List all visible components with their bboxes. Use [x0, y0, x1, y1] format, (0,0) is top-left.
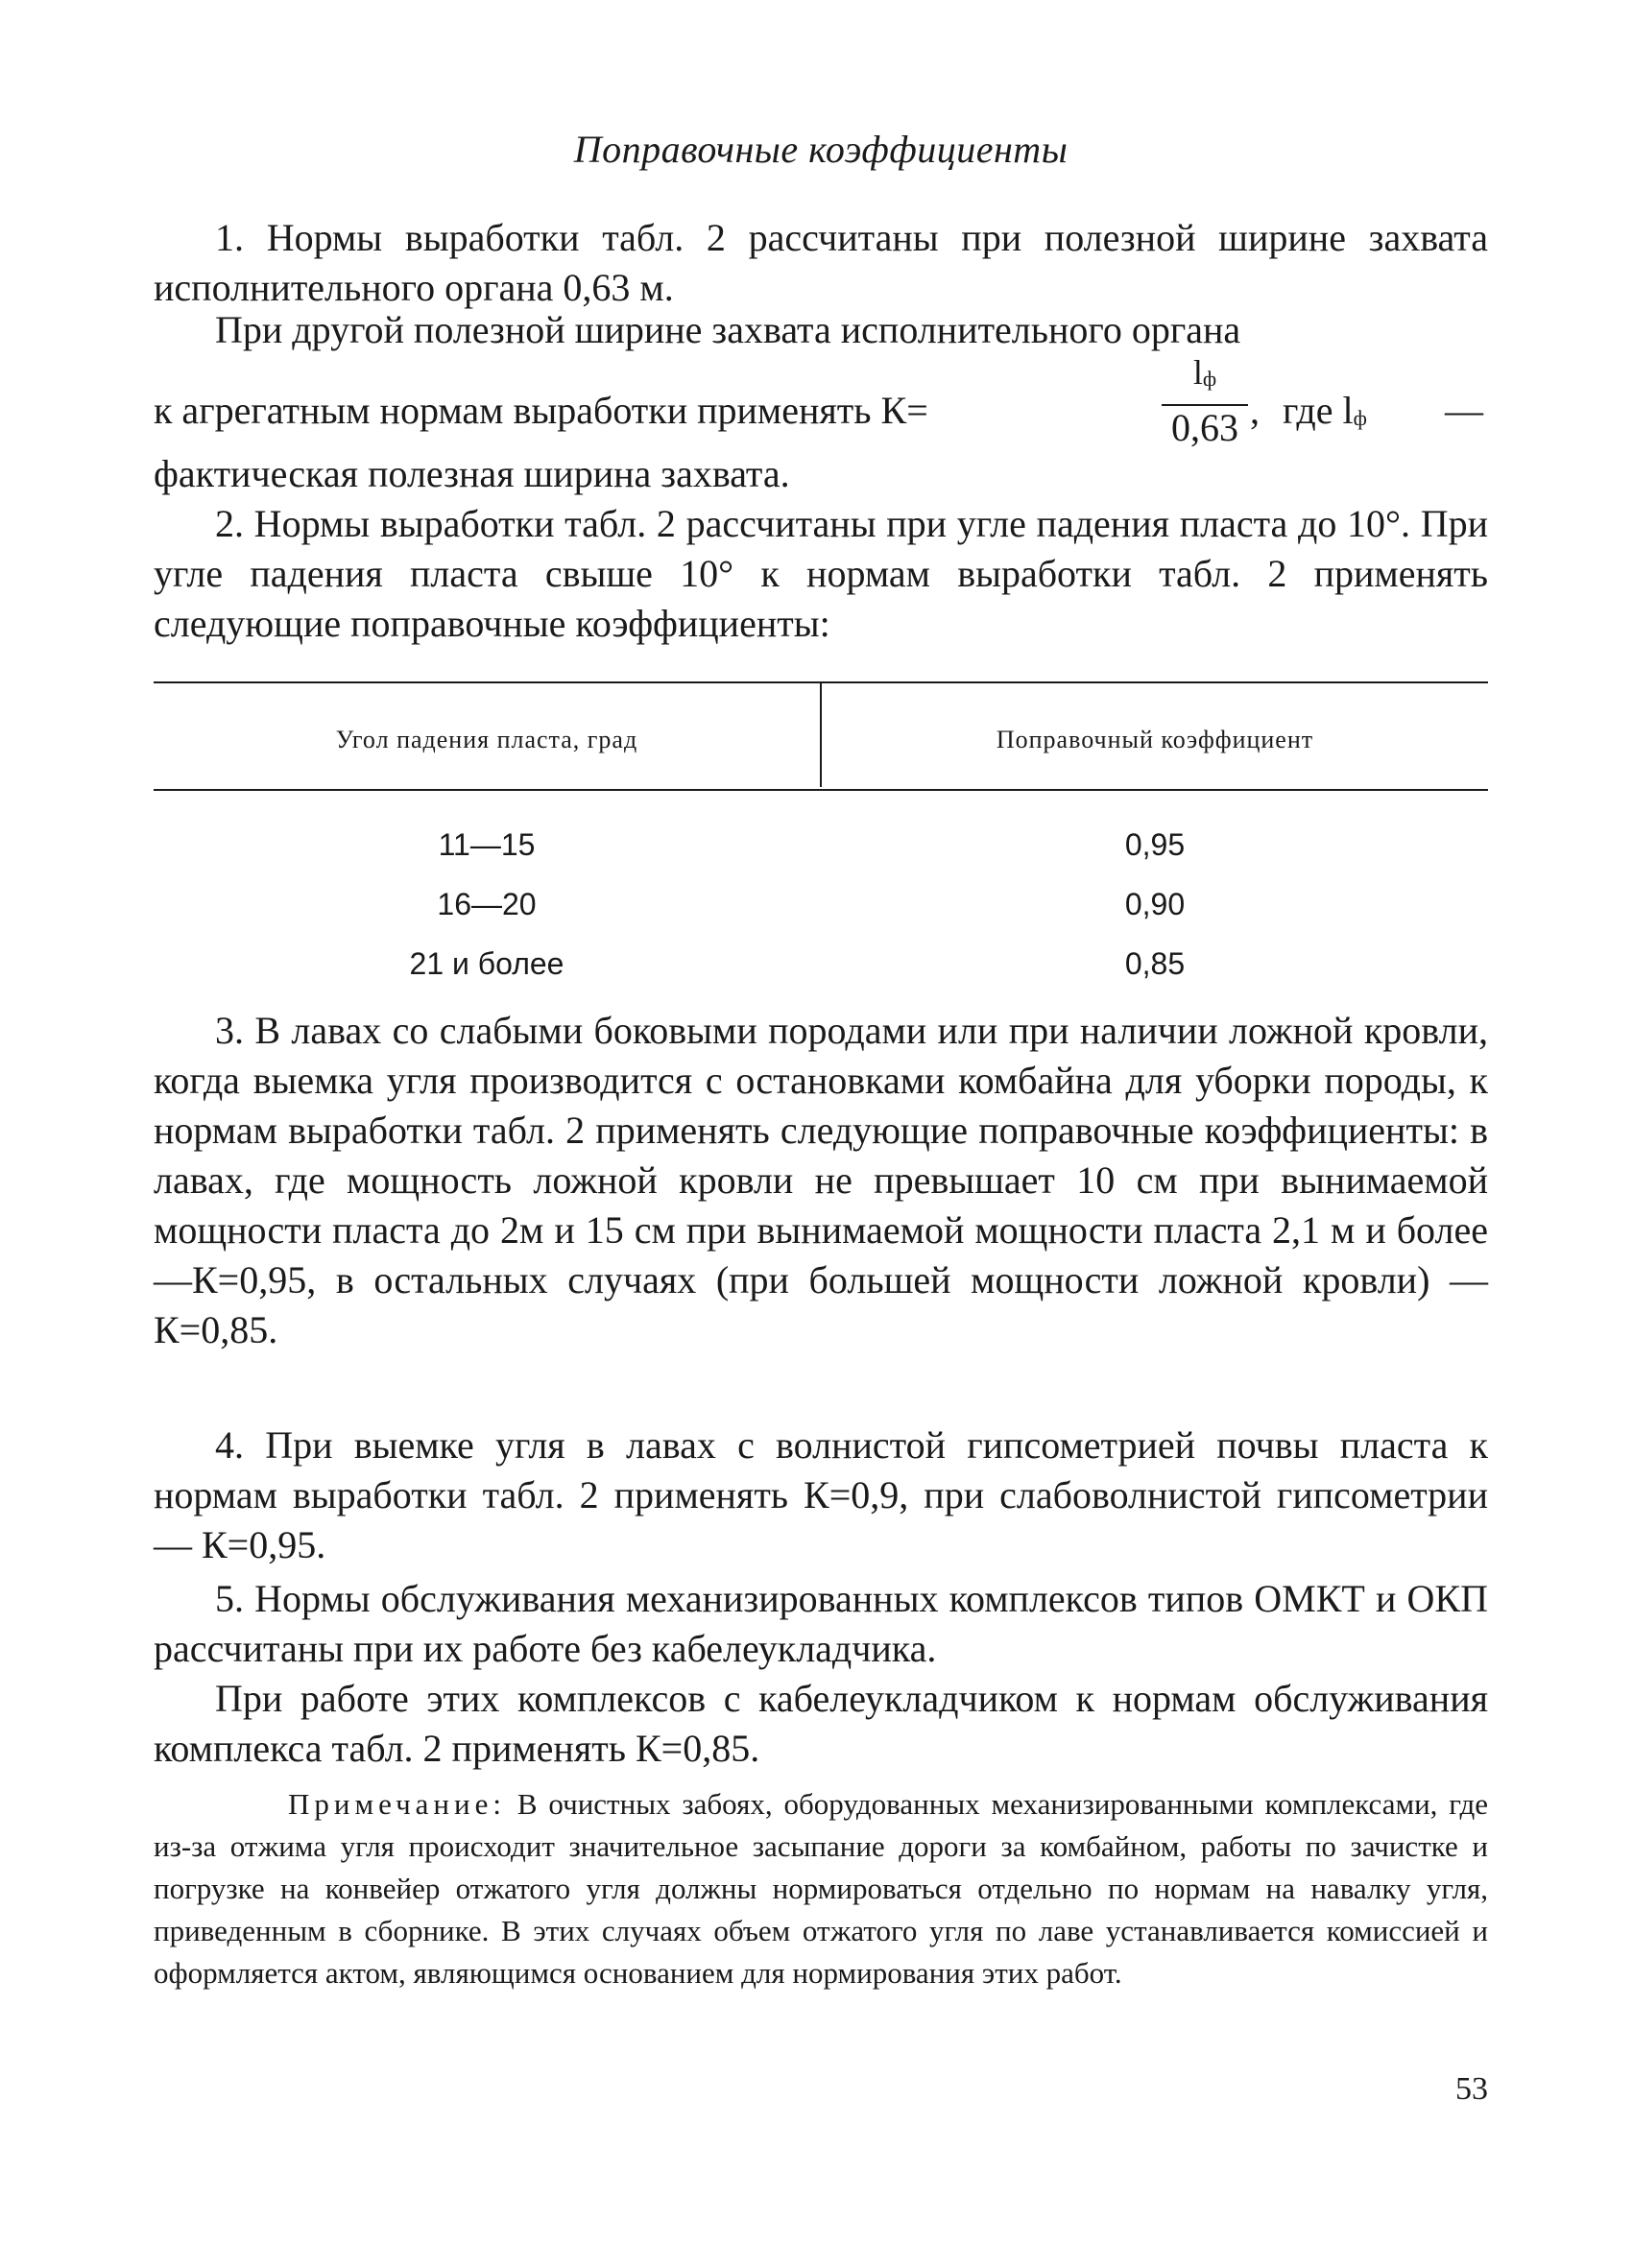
item-5-text: 5. Нормы обслуживания механизированных комплексов типов ОМКТ и ОКП рассчитаны при их работе без кабелеукладчика.: [154, 1577, 1488, 1670]
fraction-denominator: 0,63: [1171, 406, 1238, 449]
note-label: Примечание:: [288, 1787, 506, 1821]
item-3-text: 3. В лавах со слабыми боковыми породами или при наличии ложной кровли, когда выемка угля производится с остановками комбайна для уборки породы, к нормам выработки табл. 2 применять следующие поправочные коэффициенты: в лавах, где мощность ложной кровли не превышает 10 см при вынимаемой мощности пласта до 2м и 15 см при вынимаемой мощности пласта 2,1 м и более —К=0,95, в остальных случаях (при большей мощности ложной кровли) — К=0,85.: [154, 1009, 1488, 1351]
where-subscript: ф: [1353, 406, 1367, 430]
formula-prefix: к агрегатным нормам выработки применять К=: [154, 389, 928, 432]
table-header-coefficient: Поправочный коэффициент: [996, 726, 1314, 753]
item-1-paragraph: [154, 213, 1488, 313]
item-1-continuation: [154, 305, 1488, 355]
numerator-subscript: ф: [1202, 367, 1217, 391]
item-2-text: 2. Нормы выработки табл. 2 рассчитаны при угле падения пласта до 10°. При угле падения пласта свыше 10° к нормам выработки табл. 2 применять следующие поправочные коэффициенты:: [154, 502, 1488, 645]
note-paragraph: [154, 1783, 1488, 1994]
item-4-text: 4. При выемке угля в лавах с волнистой гипсометрией почвы пласта к нормам выработки табл. 2 применять К=0,9, при слабоволнистой гипсометрии — К=0,95.: [154, 1423, 1488, 1566]
formula-where: [1283, 388, 1367, 433]
table-header-rule: [154, 789, 1488, 791]
note-text: В очистных забоях, оборудованных механизированными комплексами, где из-за отжима угля происходит значительное засыпание дороги за комбайном, работы по зачистке и погрузке на конвейер отжатого угля должны нормироваться отдельно по нормам на навалку угля, приведенным в сборнике. В этих случаях объем отжатого угля по лаве устанавливается комиссией и оформляется актом, являющимся основанием для нормирования этих работ.: [154, 1787, 1488, 1990]
section-heading: Поправочные коэффициенты: [573, 128, 1069, 171]
fraction-numerator: [1162, 351, 1248, 406]
table-header-angle: Угол падения пласта, град: [335, 726, 638, 753]
table-cell-coefficient: 0,95: [1124, 827, 1186, 862]
formula-fraction: [1162, 351, 1248, 450]
page-number: 53: [1455, 2071, 1488, 2107]
table-cell-angle: 11—15: [438, 827, 536, 862]
item-5-continuation: [154, 1674, 1488, 1774]
item-1-text: 1. Нормы выработки табл. 2 рассчитаны при полезной ширине захвата исполнительного органа 0,63 м.: [154, 216, 1488, 309]
formula-comma: ,: [1250, 389, 1260, 432]
document-page: [154, 0, 1488, 2268]
item-5-paragraph: [154, 1574, 1488, 1674]
item-5-text2: При работе этих комплексов с кабелеукладчиком к нормам обслуживания комплекса табл. 2 применять К=0,85.: [154, 1677, 1488, 1770]
formula-row: [154, 353, 1488, 453]
table-cell-coefficient: 0,90: [1124, 887, 1186, 921]
table-cell-angle: 16—20: [437, 887, 537, 921]
item-1-line3-text: фактическая полезная ширина захвата.: [154, 452, 790, 495]
table-cell-angle: 21 и более: [409, 946, 564, 981]
table-cell-coefficient: 0,85: [1124, 946, 1186, 981]
formula-dash: —: [1445, 389, 1483, 432]
where-text: где l: [1283, 389, 1354, 432]
item-3-paragraph: [154, 1006, 1488, 1355]
numerator-symbol: l: [1192, 353, 1203, 392]
item-1-line3: [154, 449, 1488, 499]
item-4-paragraph: [154, 1420, 1488, 1570]
item-1-line2: При другой полезной ширине захвата исполнительного органа: [215, 308, 1241, 351]
item-2-paragraph: [154, 499, 1488, 649]
